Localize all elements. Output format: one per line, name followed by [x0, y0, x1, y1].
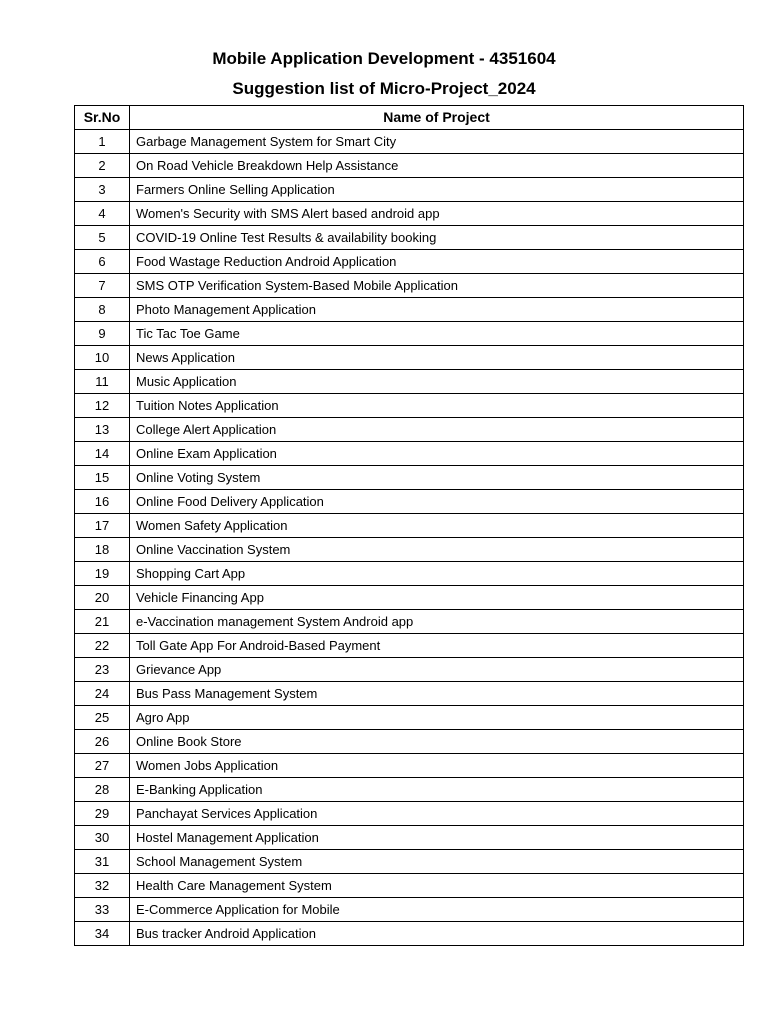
row-sr-no: 26 [75, 730, 130, 754]
row-sr-no: 13 [75, 418, 130, 442]
row-project-name: Bus tracker Android Application [130, 922, 744, 946]
row-sr-no: 19 [75, 562, 130, 586]
row-sr-no: 14 [75, 442, 130, 466]
row-project-name: Photo Management Application [130, 298, 744, 322]
row-sr-no: 3 [75, 178, 130, 202]
row-project-name: News Application [130, 346, 744, 370]
row-sr-no: 30 [75, 826, 130, 850]
row-sr-no: 7 [75, 274, 130, 298]
row-sr-no: 4 [75, 202, 130, 226]
row-project-name: Food Wastage Reduction Android Application [130, 250, 744, 274]
row-project-name: Online Voting System [130, 466, 744, 490]
table-row [75, 250, 744, 274]
row-project-name: College Alert Application [130, 418, 744, 442]
header-sr-no: Sr.No [75, 106, 130, 130]
table-row [75, 658, 744, 682]
table-row [75, 826, 744, 850]
table-row [75, 730, 744, 754]
table-row [75, 538, 744, 562]
table-body [75, 130, 744, 946]
table-row [75, 130, 744, 154]
row-sr-no: 27 [75, 754, 130, 778]
row-sr-no: 33 [75, 898, 130, 922]
row-project-name: E-Commerce Application for Mobile [130, 898, 744, 922]
table-row [75, 706, 744, 730]
row-project-name: e-Vaccination management System Android app [130, 610, 744, 634]
row-sr-no: 5 [75, 226, 130, 250]
row-project-name: Bus Pass Management System [130, 682, 744, 706]
document-title: Mobile Application Development - 4351604 [212, 49, 556, 68]
row-project-name: Online Food Delivery Application [130, 490, 744, 514]
row-project-name: COVID-19 Online Test Results & availability booking [130, 226, 744, 250]
row-project-name: Vehicle Financing App [130, 586, 744, 610]
table-row [75, 346, 744, 370]
row-sr-no: 28 [75, 778, 130, 802]
row-project-name: Farmers Online Selling Application [130, 178, 744, 202]
row-project-name: Grievance App [130, 658, 744, 682]
table-row [75, 178, 744, 202]
row-sr-no: 15 [75, 466, 130, 490]
table-row [75, 322, 744, 346]
row-project-name: Agro App [130, 706, 744, 730]
row-project-name: Women's Security with SMS Alert based android app [130, 202, 744, 226]
row-sr-no: 11 [75, 370, 130, 394]
row-sr-no: 18 [75, 538, 130, 562]
project-table [74, 105, 744, 946]
row-project-name: Shopping Cart App [130, 562, 744, 586]
row-project-name: School Management System [130, 850, 744, 874]
table-row [75, 778, 744, 802]
row-project-name: Panchayat Services Application [130, 802, 744, 826]
document-header [0, 44, 768, 104]
row-project-name: Music Application [130, 370, 744, 394]
row-sr-no: 2 [75, 154, 130, 178]
row-sr-no: 23 [75, 658, 130, 682]
row-project-name: Tuition Notes Application [130, 394, 744, 418]
header-project-name: Name of Project [130, 106, 744, 130]
row-sr-no: 8 [75, 298, 130, 322]
table-row [75, 202, 744, 226]
row-project-name: Toll Gate App For Android-Based Payment [130, 634, 744, 658]
row-project-name: SMS OTP Verification System-Based Mobile Application [130, 274, 744, 298]
document-subtitle: Suggestion list of Micro-Project_2024 [232, 79, 536, 98]
row-sr-no: 9 [75, 322, 130, 346]
row-project-name: Tic Tac Toe Game [130, 322, 744, 346]
row-sr-no: 22 [75, 634, 130, 658]
table-row [75, 154, 744, 178]
row-sr-no: 31 [75, 850, 130, 874]
table-row [75, 850, 744, 874]
row-sr-no: 16 [75, 490, 130, 514]
row-sr-no: 24 [75, 682, 130, 706]
table-row [75, 610, 744, 634]
row-project-name: Hostel Management Application [130, 826, 744, 850]
row-project-name: Health Care Management System [130, 874, 744, 898]
row-project-name: On Road Vehicle Breakdown Help Assistance [130, 154, 744, 178]
row-sr-no: 32 [75, 874, 130, 898]
table-row [75, 298, 744, 322]
row-sr-no: 12 [75, 394, 130, 418]
row-sr-no: 29 [75, 802, 130, 826]
row-project-name: Online Vaccination System [130, 538, 744, 562]
table-row [75, 898, 744, 922]
row-sr-no: 1 [75, 130, 130, 154]
table-row [75, 682, 744, 706]
table-row [75, 274, 744, 298]
table-row [75, 226, 744, 250]
row-project-name: Women Safety Application [130, 514, 744, 538]
row-project-name: E-Banking Application [130, 778, 744, 802]
row-project-name: Online Book Store [130, 730, 744, 754]
table-row [75, 370, 744, 394]
table-row [75, 418, 744, 442]
row-sr-no: 20 [75, 586, 130, 610]
table-row [75, 802, 744, 826]
table-row [75, 922, 744, 946]
row-sr-no: 25 [75, 706, 130, 730]
table-row [75, 874, 744, 898]
table-row [75, 514, 744, 538]
row-sr-no: 10 [75, 346, 130, 370]
table-row [75, 394, 744, 418]
table-row [75, 754, 744, 778]
row-sr-no: 17 [75, 514, 130, 538]
table-row [75, 586, 744, 610]
row-sr-no: 21 [75, 610, 130, 634]
table-header-row [75, 106, 744, 130]
table-row [75, 634, 744, 658]
table-row [75, 562, 744, 586]
row-sr-no: 6 [75, 250, 130, 274]
row-sr-no: 34 [75, 922, 130, 946]
table-row [75, 466, 744, 490]
row-project-name: Garbage Management System for Smart City [130, 130, 744, 154]
row-project-name: Online Exam Application [130, 442, 744, 466]
row-project-name: Women Jobs Application [130, 754, 744, 778]
table-row [75, 490, 744, 514]
table-row [75, 442, 744, 466]
